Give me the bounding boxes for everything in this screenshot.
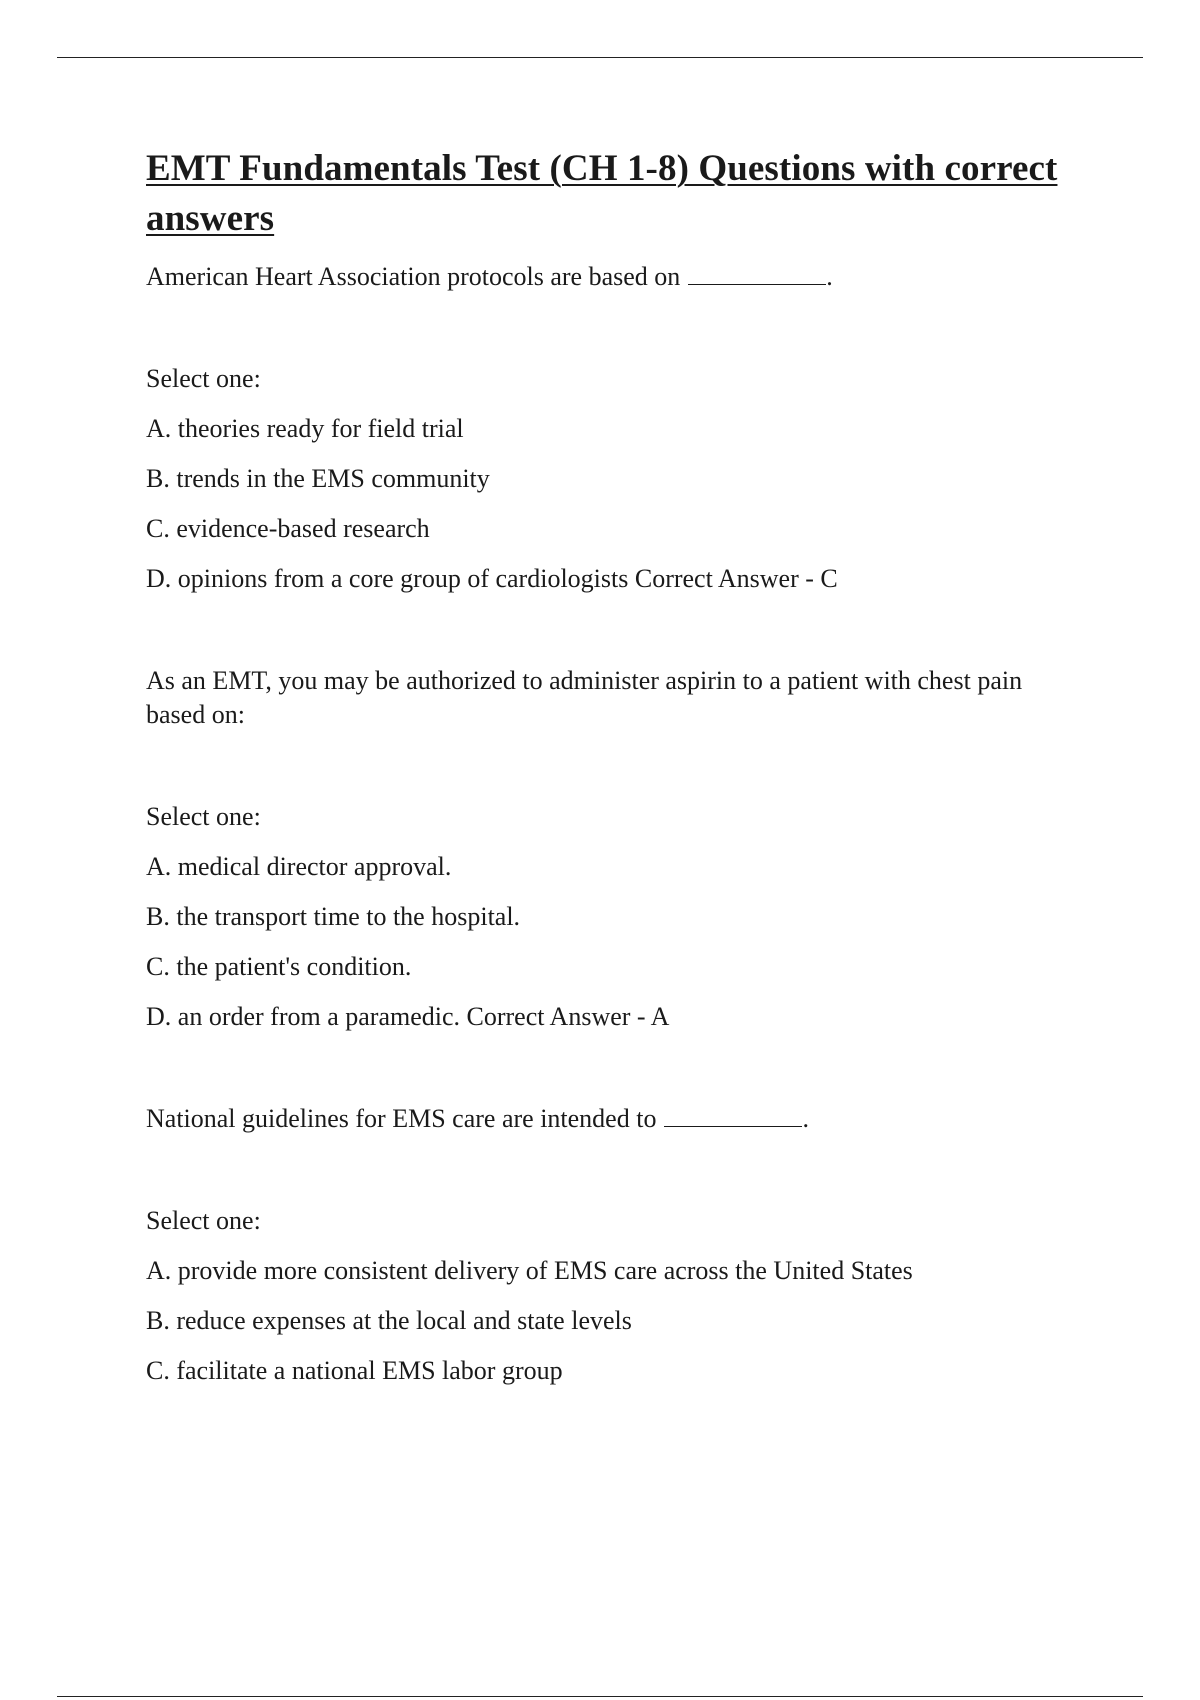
question-3-prompt-text: National guidelines for EMS care are intended to <box>146 1104 657 1133</box>
question-2-option-b: B. the transport time to the hospital. <box>146 902 521 931</box>
document-title: EMT Fundamentals Test (CH 1-8) Questions with correct answers <box>146 148 1058 239</box>
question-2-prompt: As an EMT, you may be authorized to administer aspirin to a patient with chest pain based on: <box>146 666 1023 729</box>
question-1-blank-suffix: . <box>826 262 833 291</box>
question-2-option-c: C. the patient's condition. <box>146 952 412 981</box>
question-3-option-c: C. facilitate a national EMS labor group <box>146 1356 563 1385</box>
document-body <box>146 144 1076 1388</box>
question-3 <box>146 1102 1076 1388</box>
question-1-select-label: Select one: <box>146 364 261 393</box>
question-3-blank-suffix: . <box>802 1104 809 1133</box>
question-1-option-d: D. opinions from a core group of cardiologists Correct Answer - C <box>146 564 838 593</box>
question-2-option-d: D. an order from a paramedic. Correct Answer - A <box>146 1002 670 1031</box>
question-1-option-c: C. evidence-based research <box>146 514 430 543</box>
question-1-option-a: A. theories ready for field trial <box>146 414 464 443</box>
question-3-prompt <box>146 1102 1076 1136</box>
question-3-option-a: A. provide more consistent delivery of EMS care across the United States <box>146 1256 913 1285</box>
top-page-rule <box>57 57 1143 58</box>
answer-blank <box>664 1102 802 1127</box>
question-3-select-label: Select one: <box>146 1206 261 1235</box>
question-1-option-b: B. trends in the EMS community <box>146 464 490 493</box>
question-1-prompt <box>146 260 1076 294</box>
question-2-select-label: Select one: <box>146 802 261 831</box>
question-3-option-b: B. reduce expenses at the local and state levels <box>146 1306 632 1335</box>
question-2-option-a: A. medical director approval. <box>146 852 452 881</box>
question-2 <box>146 664 1076 1034</box>
question-1 <box>146 260 1076 596</box>
question-1-prompt-text: American Heart Association protocols are based on <box>146 262 681 291</box>
answer-blank <box>688 260 826 285</box>
bottom-page-rule <box>57 1696 1143 1697</box>
